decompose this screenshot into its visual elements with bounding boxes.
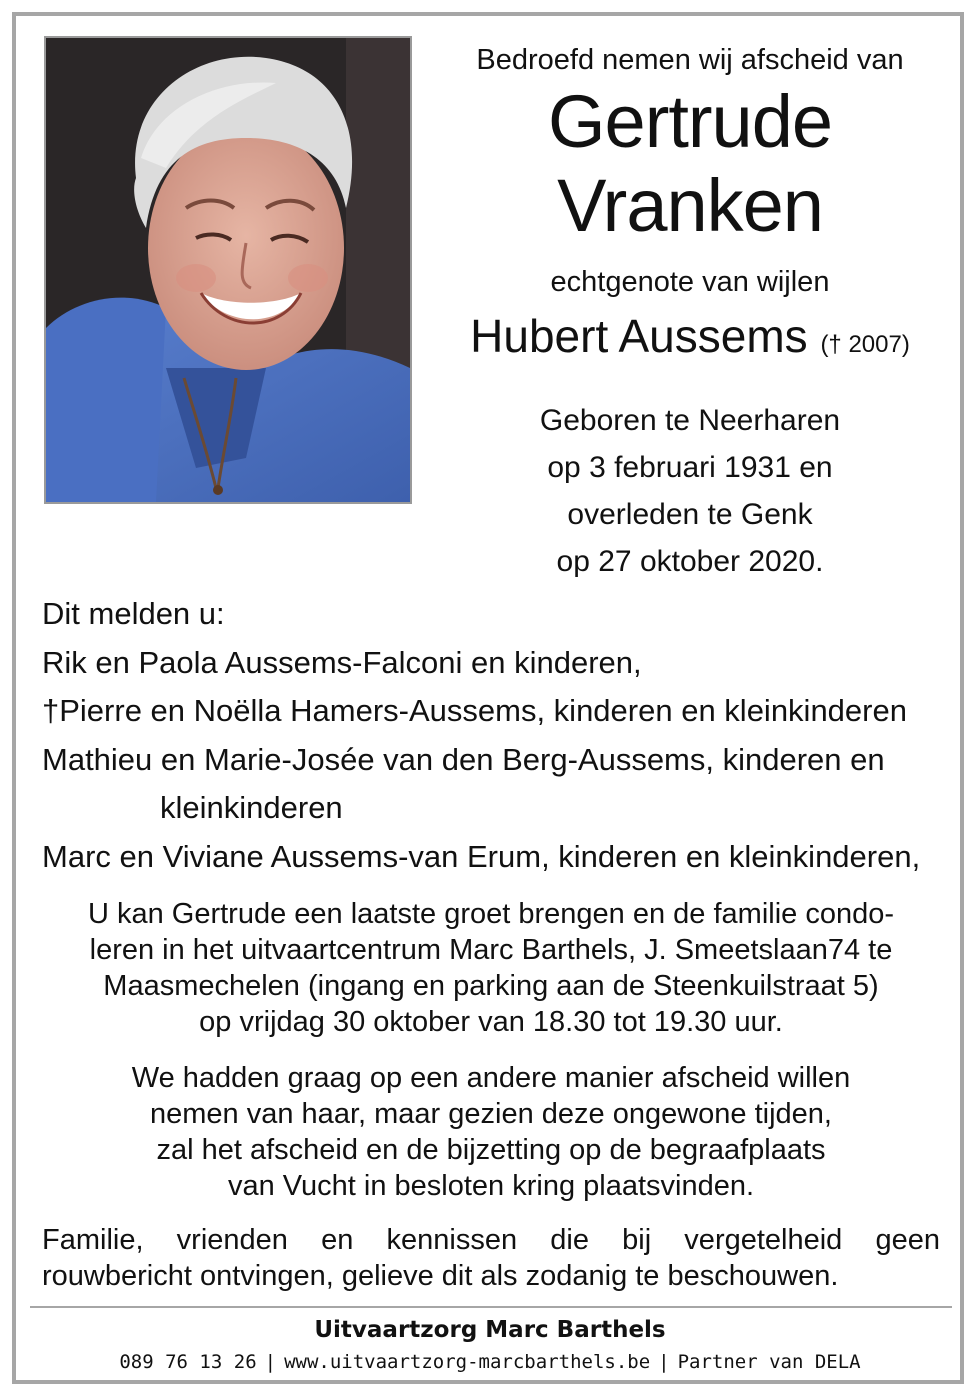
spouse-label: echtgenote van wijlen xyxy=(550,266,830,298)
separator: | xyxy=(264,1351,277,1373)
death-place: overleden te Genk xyxy=(567,498,813,531)
announce-lead: Dit melden u: xyxy=(42,596,225,631)
visitation-line: U kan Gertrude een laatste groet brengen en de familie condo- xyxy=(87,898,895,930)
intro-text: Bedroefd nemen wij afscheid van xyxy=(476,44,904,76)
visitation-line: leren in het uitvaartcentrum Marc Barthels, J. Smeetslaan74 te xyxy=(89,934,893,966)
spouse-name: Hubert Aussems xyxy=(470,310,808,362)
deceased-first-name: Gertrude xyxy=(547,80,833,163)
partner-text: Partner van DELA xyxy=(677,1351,861,1373)
family-line-continued: kleinkinderen xyxy=(160,790,343,825)
family-line: Rik en Paola Aussems-Falconi en kinderen, xyxy=(42,644,642,680)
family-line: †Pierre en Noëlla Hamers-Aussems, kinderen en kleinkinderen xyxy=(42,693,907,728)
portrait-photo xyxy=(44,36,412,504)
ceremony-line: We hadden graag op een andere manier afscheid willen xyxy=(131,1062,851,1094)
funeral-company-name: Uitvaartzorg Marc Barthels xyxy=(314,1317,666,1343)
footer-contacts xyxy=(0,1348,980,1376)
spouse-line xyxy=(440,306,940,375)
family-announcement xyxy=(42,590,942,881)
visitation-line: op vrijdag 30 oktober van 18.30 tot 19.30 uur. xyxy=(199,1006,783,1038)
phone-number: 089 76 13 26 xyxy=(119,1351,257,1373)
birth-place: Geboren te Neerharen xyxy=(539,404,841,437)
visitation-line: Maasmechelen (ingang en parking aan de Steenkuilstraat 5) xyxy=(103,970,879,1002)
deceased-header xyxy=(440,40,940,585)
footer-divider xyxy=(30,1306,952,1308)
ceremony-line: van Vucht in besloten kring plaatsvinden. xyxy=(227,1170,755,1202)
death-date: op 27 oktober 2020. xyxy=(556,545,824,578)
closing-paragraph xyxy=(42,1222,940,1294)
separator: | xyxy=(658,1351,670,1373)
family-line: Mathieu en Marie-Josée van den Berg-Aussems, kinderen en xyxy=(42,741,885,777)
closing-line: rouwbericht ontvingen, gelieve dit als zodanig te beschouwen. xyxy=(42,1260,839,1292)
website-link[interactable]: www.uitvaartzorg-marcbarthels.be xyxy=(284,1351,651,1373)
deceased-last-name: Vranken xyxy=(557,164,823,247)
spouse-death-year: († 2007) xyxy=(820,331,910,358)
birth-date: op 3 februari 1931 en xyxy=(547,451,833,484)
ceremony-line: zal het afscheid en de bijzetting op de begraafplaats xyxy=(156,1134,826,1166)
life-dates xyxy=(440,397,940,585)
ceremony-line: nemen van haar, maar gezien deze ongewone tijden, xyxy=(150,1098,832,1130)
visitation-paragraph xyxy=(42,896,940,1040)
ceremony-paragraph xyxy=(42,1060,940,1204)
family-line: Marc en Viviane Aussems-van Erum, kinderen en kleinkinderen, xyxy=(42,838,921,874)
closing-line: Familie, vrienden en kennissen die bij vergetelheid geen xyxy=(42,1224,940,1256)
